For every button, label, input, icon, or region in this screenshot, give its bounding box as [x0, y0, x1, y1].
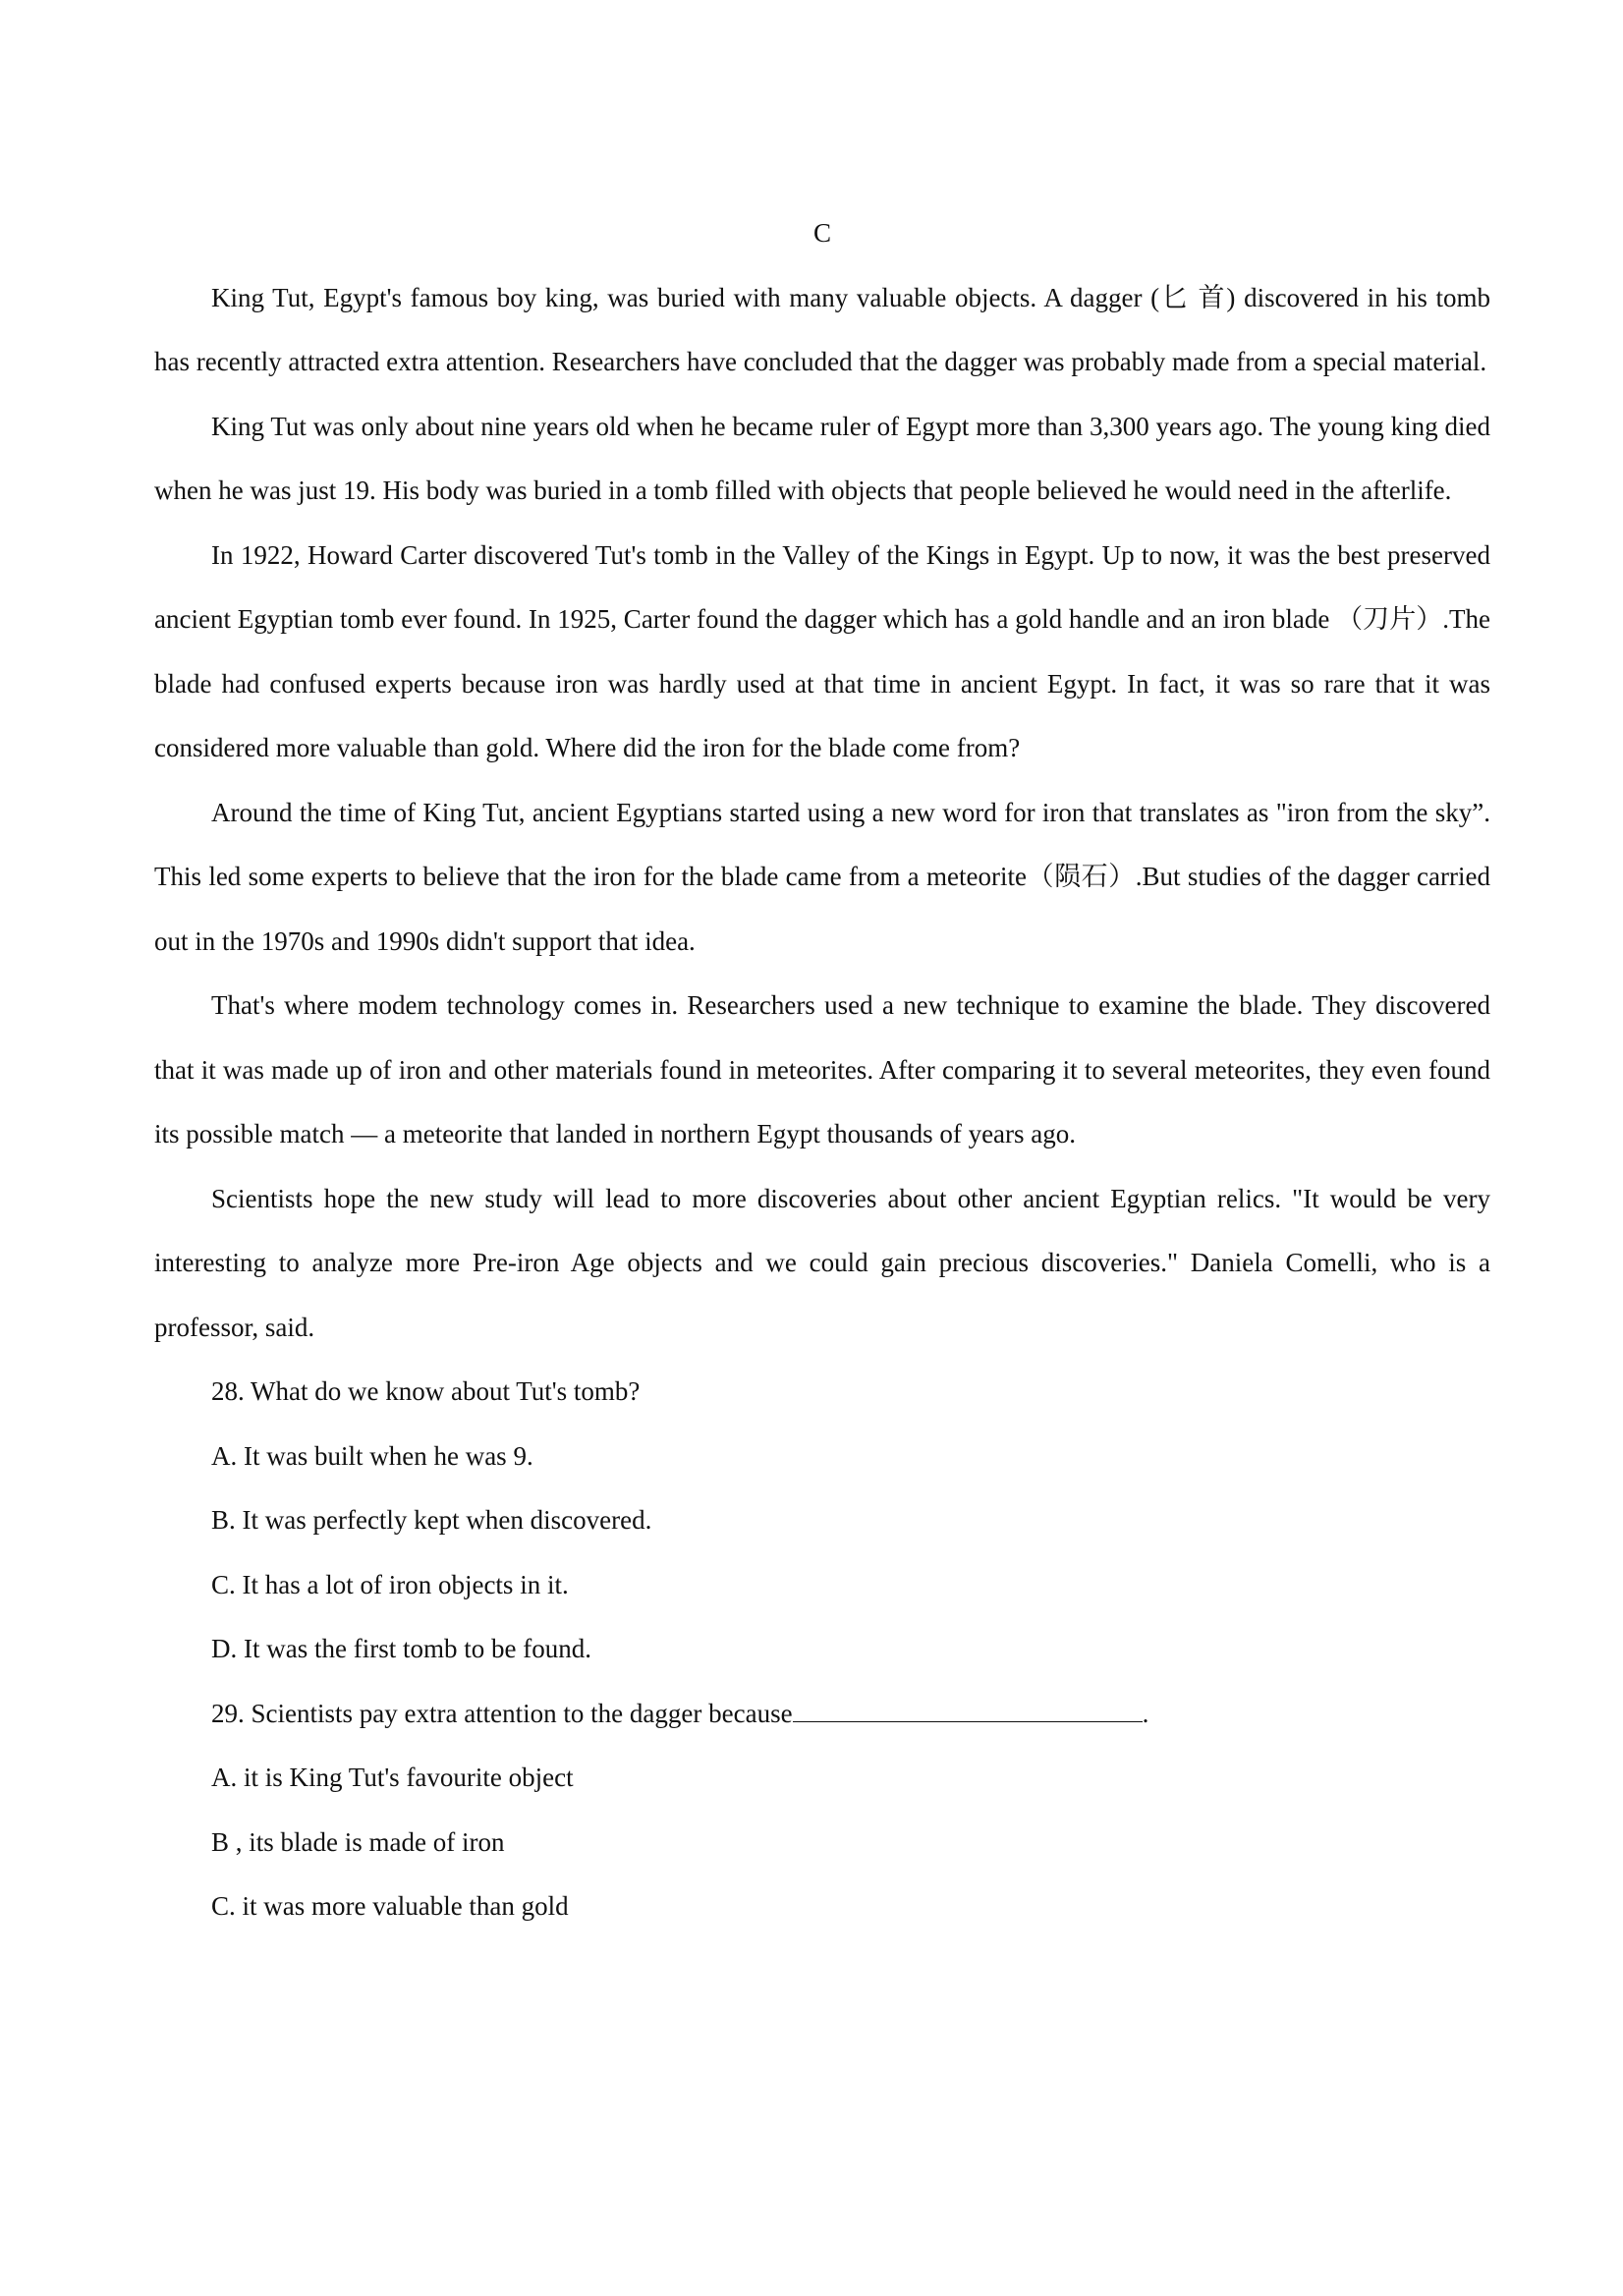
question-28-option-d: D. It was the first tomb to be found.	[211, 1634, 591, 1663]
paragraph-5: That's where modem technology comes in. Researchers used a new technique to examine the blade. They discovered that it was made up of iron and other materials found in meteorites. After comparing it to several meteorites, they even found its possible match — a meteorite that landed in northern Egypt thousands of years ago.	[154, 990, 1490, 1148]
answer-blank[interactable]	[793, 1700, 1143, 1722]
paragraph-2: King Tut was only about nine years old when he became ruler of Egypt more than 3,300 years ago. The young king died when he was just 19. His body was buried in a tomb filled with objects that people believed he would need in the afterlife.	[154, 411, 1490, 505]
question-29-option-c: C. it was more valuable than gold	[211, 1891, 569, 1921]
question-28-option-b: B. It was perfectly kept when discovered.	[211, 1505, 652, 1535]
question-29-option-a: A. it is King Tut's favourite object	[211, 1763, 574, 1792]
paragraph-6: Scientists hope the new study will lead to more discoveries about other ancient Egyptian relics. "It would be very interesting to analyze more Pre-iron Age objects and we could gain precious discoveries." Daniela Comelli, who is a professor, said.	[154, 1183, 1490, 1342]
paragraph-1: King Tut, Egypt's famous boy king, was buried with many valuable objects. A dagger (匕 首) discovered in his tomb has recently attracted extra attention. Researchers have concluded that the dagger was probably made from a special material.	[154, 282, 1490, 376]
question-29-option-b: B , its blade is made of iron	[211, 1826, 505, 1857]
question-29-stem-line	[154, 1682, 1490, 1747]
paragraph-3: In 1922, Howard Carter discovered Tut's tomb in the Valley of the Kings in Egypt. Up to now, it was the best preserved ancient Egyptian tomb ever found. In 1925, Carter found the dagger which has a gold handle and an iron blade （刀片）.The blade had confused experts because iron was hardly used at that time in ancient Egypt. In fact, it was so rare that it was considered more valuable than gold. Where did the iron for the blade come from?	[154, 539, 1490, 762]
paragraph-4: Around the time of King Tut, ancient Egyptians started using a new word for iron that translates as "iron from the sky”. This led some experts to believe that the iron for the blade came from a meteorite（陨石）.But studies of the dagger carried out in the 1970s and 1990s didn't support that idea.	[154, 797, 1490, 956]
question-28-option-c: C. It has a lot of iron objects in it.	[211, 1569, 569, 1599]
question-29-stem: 29. Scientists pay extra attention to the dagger because	[211, 1698, 793, 1728]
section-letter: C	[812, 218, 831, 248]
document-page	[154, 201, 1490, 1939]
question-28-stem: 28. What do we know about Tut's tomb?	[211, 1376, 641, 1406]
question-28-option-a: A. It was built when he was 9.	[211, 1440, 533, 1471]
question-29-stem-end: .	[1142, 1698, 1149, 1728]
